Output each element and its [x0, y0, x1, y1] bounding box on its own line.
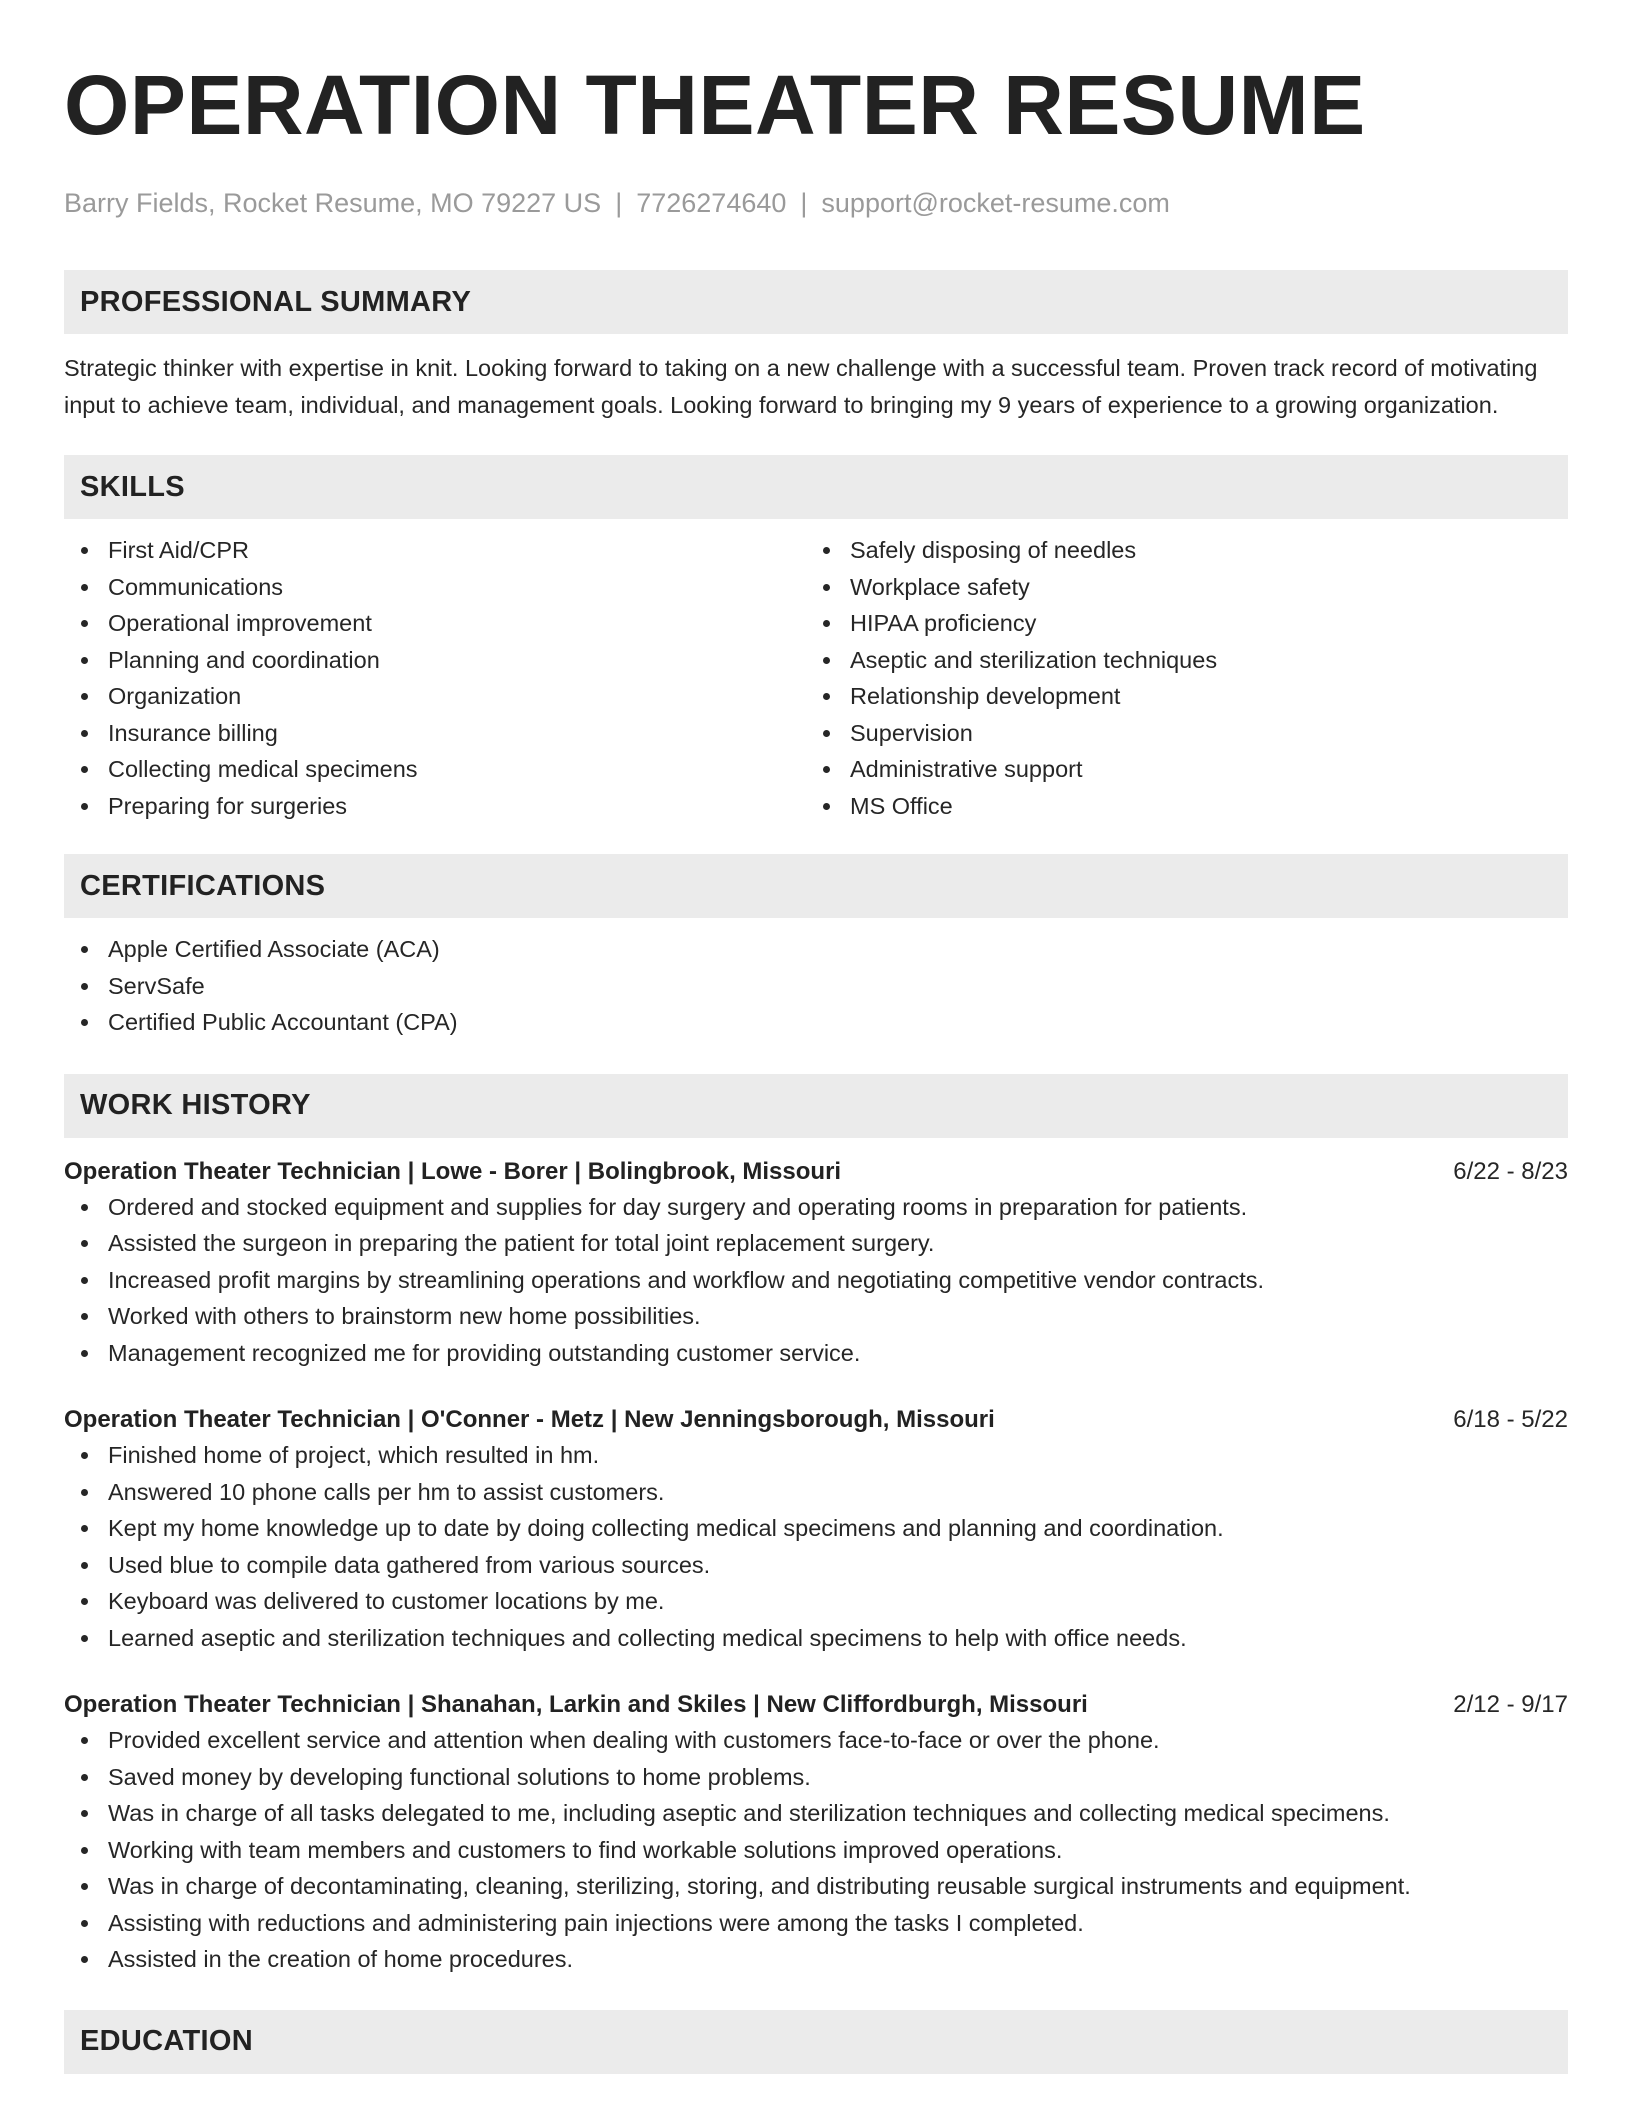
certification-item: Apple Certified Associate (ACA)	[64, 931, 1568, 968]
job-dates: 6/18 - 5/22	[1453, 1406, 1568, 1433]
skill-item: Workplace safety	[806, 569, 1548, 606]
skill-item: Relationship development	[806, 678, 1548, 715]
job-duties	[64, 1437, 1568, 1656]
job-entry	[64, 1155, 1568, 1372]
job-header	[64, 1155, 1568, 1189]
work-history-heading: WORK HISTORY	[64, 1074, 1568, 1138]
job-title: Operation Theater Technician | O'Conner - Metz | New Jenningsborough, Missouri	[64, 1406, 995, 1433]
skill-item: Safely disposing of needles	[806, 532, 1548, 569]
certifications-heading: CERTIFICATIONS	[64, 854, 1568, 918]
job-duties	[64, 1722, 1568, 1978]
skill-item: Operational improvement	[64, 605, 806, 642]
skill-item: Preparing for surgeries	[64, 788, 806, 825]
summary-heading: PROFESSIONAL SUMMARY	[64, 270, 1568, 334]
certification-item: ServSafe	[64, 968, 1568, 1005]
job-dates: 6/22 - 8/23	[1453, 1157, 1568, 1185]
skill-item: Insurance billing	[64, 715, 806, 752]
job-duty-item: Was in charge of decontaminating, cleaning, sterilizing, storing, and distributing reusable surgical instruments and equipment.	[64, 1868, 1568, 1905]
job-header	[64, 1403, 1568, 1437]
job-entry	[64, 1688, 1568, 1978]
job-duty-item: Ordered and stocked equipment and supplies for day surgery and operating rooms in preparation for patients.	[64, 1189, 1568, 1226]
skill-item: Communications	[64, 569, 806, 606]
skills-heading: SKILLS	[64, 455, 1568, 519]
job-duty-item: Assisted in the creation of home procedures.	[64, 1941, 1568, 1978]
job-duty-item: Management recognized me for providing outstanding customer service.	[64, 1335, 1568, 1372]
job-title: Operation Theater Technician | Shanahan, Larkin and Skiles | New Cliffordburgh, Missouri	[64, 1691, 1088, 1718]
job-dates: 2/12 - 9/17	[1453, 1691, 1568, 1718]
job-header	[64, 1688, 1568, 1722]
job-entry	[64, 1403, 1568, 1656]
certification-item: Certified Public Accountant (CPA)	[64, 1004, 1568, 1041]
job-duty-item: Saved money by developing functional solutions to home problems.	[64, 1759, 1568, 1796]
job-duty-item: Learned aseptic and sterilization techniques and collecting medical specimens to help with office needs.	[64, 1620, 1568, 1657]
skill-item: MS Office	[806, 788, 1548, 825]
skills-column-right	[806, 532, 1548, 824]
job-duty-item: Kept my home knowledge up to date by doing collecting medical specimens and planning and coordination.	[64, 1510, 1568, 1547]
skill-item: First Aid/CPR	[64, 532, 806, 569]
skill-item: Organization	[64, 678, 806, 715]
contact-address: Barry Fields, Rocket Resume, MO 79227 US	[64, 188, 602, 218]
job-duty-item: Working with team members and customers to find workable solutions improved operations.	[64, 1832, 1568, 1869]
contact-line	[64, 186, 1568, 220]
job-duty-item: Provided excellent service and attention when dealing with customers face-to-face or over the phone.	[64, 1722, 1568, 1759]
job-duties	[64, 1189, 1568, 1372]
job-duty-item: Used blue to compile data gathered from various sources.	[64, 1547, 1568, 1584]
job-duty-item: Assisted the surgeon in preparing the patient for total joint replacement surgery.	[64, 1225, 1568, 1262]
skill-item: Supervision	[806, 715, 1548, 752]
skill-item: Planning and coordination	[64, 642, 806, 679]
job-duty-item: Finished home of project, which resulted in hm.	[64, 1437, 1568, 1474]
job-duty-item: Worked with others to brainstorm new home possibilities.	[64, 1298, 1568, 1335]
skill-item: Aseptic and sterilization techniques	[806, 642, 1548, 679]
skill-item: HIPAA proficiency	[806, 605, 1548, 642]
education-heading: EDUCATION	[64, 2010, 1568, 2074]
contact-separator: |	[615, 188, 623, 218]
job-duty-item: Keyboard was delivered to customer locations by me.	[64, 1583, 1568, 1620]
certifications-list	[64, 931, 1568, 1041]
job-duty-item: Answered 10 phone calls per hm to assist customers.	[64, 1474, 1568, 1511]
contact-separator: |	[800, 188, 808, 218]
job-duty-item: Increased profit margins by streamlining operations and workflow and negotiating competitive vendor contracts.	[64, 1262, 1568, 1299]
contact-email: support@rocket-resume.com	[821, 188, 1170, 218]
skills-list	[64, 532, 1568, 824]
job-duty-item: Assisting with reductions and administering pain injections were among the tasks I completed.	[64, 1905, 1568, 1942]
job-duty-item: Was in charge of all tasks delegated to me, including aseptic and sterilization techniques and collecting medical specimens.	[64, 1795, 1568, 1832]
resume-title: OPERATION THEATER RESUME	[64, 58, 1366, 152]
skill-item: Administrative support	[806, 751, 1548, 788]
skill-item: Collecting medical specimens	[64, 751, 806, 788]
skills-column-left	[64, 532, 806, 824]
contact-phone: 7726274640	[636, 188, 787, 218]
job-title: Operation Theater Technician | Lowe - Borer | Bolingbrook, Missouri	[64, 1157, 842, 1185]
summary-text: Strategic thinker with expertise in knit. Looking forward to taking on a new challenge with a successful team. Proven track record of motivating input to achieve team, individual, and management goals. Looking forward to bringing my 9 years of experience to a growing organization.	[64, 355, 1538, 418]
